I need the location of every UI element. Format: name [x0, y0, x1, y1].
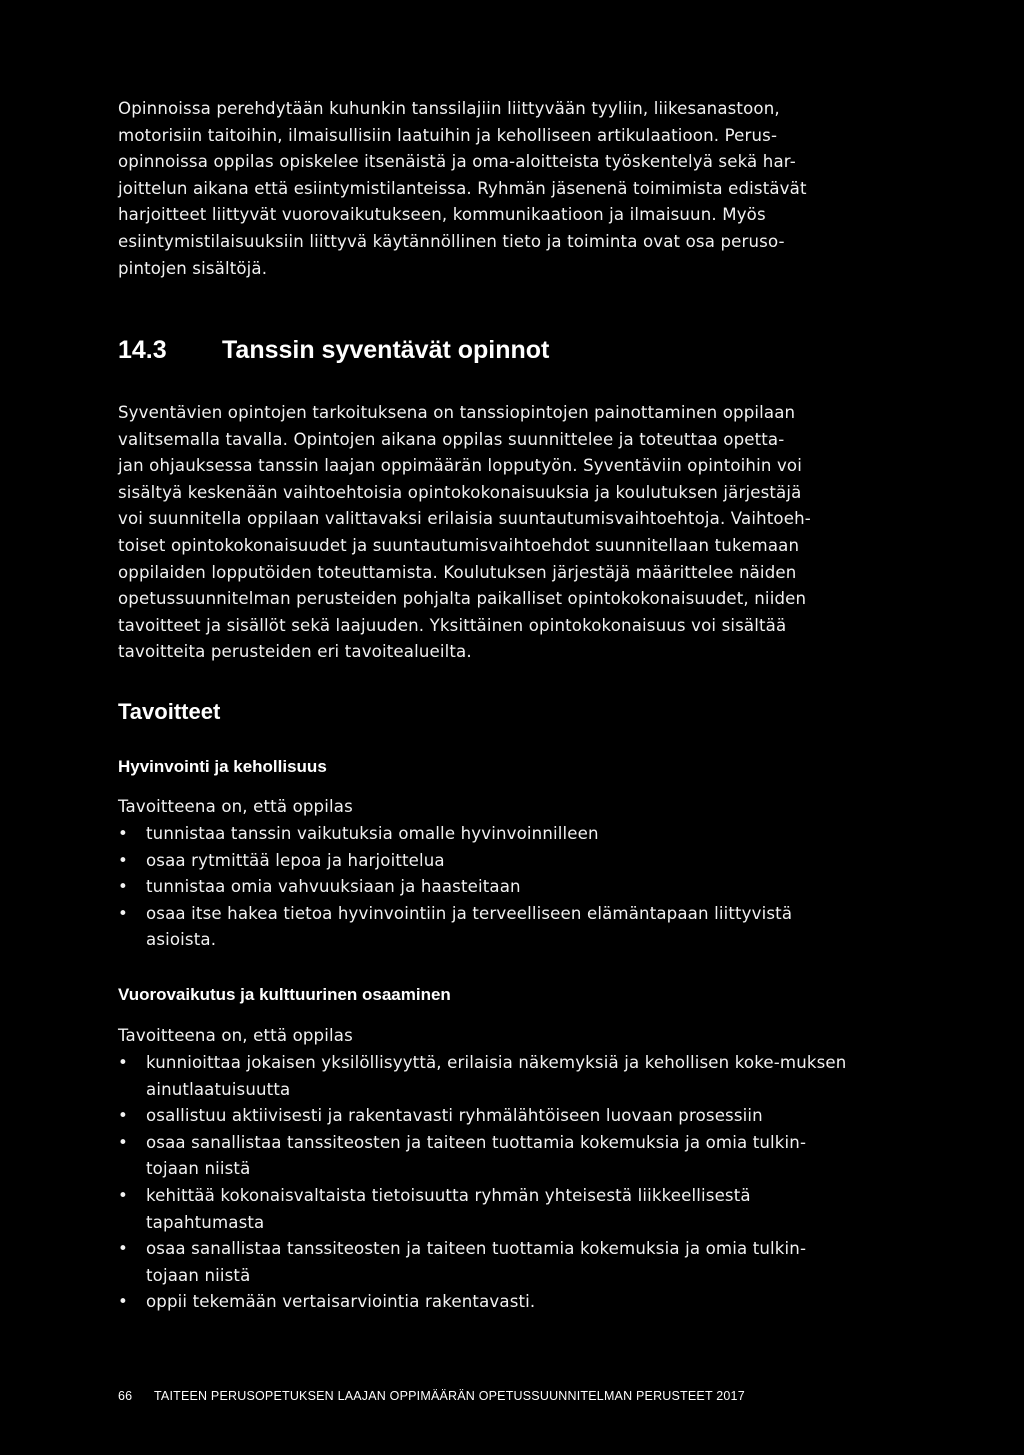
goal-group-title: Vuorovaikutus ja kulttuurinen osaaminen — [118, 985, 451, 1004]
text-line: opetussuunnitelman perusteiden pohjalta paikalliset opintokokonaisuudet, niiden — [118, 589, 807, 609]
goal-group-title: Hyvinvointi ja kehollisuus — [118, 757, 327, 776]
bullet-icon: • — [118, 1132, 128, 1152]
list-item — [118, 1289, 858, 1316]
list-item — [118, 1183, 858, 1236]
intro-paragraph — [118, 96, 858, 282]
bullet-icon: • — [118, 1106, 128, 1126]
list-item-text: osallistuu aktiivisesti ja rakentavasti ryhmälähtöiseen luovaan prosessiin — [146, 1106, 763, 1126]
text-line: toiset opintokokonaisuudet ja suuntautumisvaihtoehdot suunnitellaan tukemaan — [118, 535, 800, 555]
list-item-text: oppii tekemään vertaisarviointia rakentavasti. — [146, 1292, 536, 1312]
text-line: voi suunnitella oppilaan valittavaksi erilaisia suuntautumisvaihtoehtoja. Vaihtoeh- — [118, 509, 811, 529]
section-title: Tanssin syventävät opinnot — [222, 336, 550, 364]
list-item — [118, 1103, 858, 1130]
bullet-icon: • — [118, 1053, 128, 1072]
text-line: tavoitteita perusteiden eri tavoitealueilta. — [118, 642, 472, 662]
list-item — [118, 1050, 858, 1103]
text-line: Syventävien opintojen tarkoituksena on tanssiopintojen painottaminen oppilaan — [118, 403, 796, 422]
bullet-icon: • — [118, 877, 128, 897]
bullet-icon: • — [118, 850, 128, 870]
text-line: joittelun aikana että esiintymistilanteissa. Ryhmän jäsenenä toimimista edistävät — [118, 178, 807, 198]
text-line: harjoitteet liittyvät vuorovaikutukseen, kommunikaatioon ja ilmaisuun. Myös — [118, 205, 766, 225]
list-item-text: tunnistaa tanssin vaikutuksia omalle hyvinvoinnilleen — [146, 824, 599, 843]
text-line: Opinnoissa perehdytään kuhunkin tanssilajiin liittyvään tyyliin, liikesanastoon, — [118, 99, 780, 118]
list-item-text: osaa rytmittää lepoa ja harjoittelua — [146, 850, 445, 870]
text-line: oppilaiden lopputöiden toteuttamista. Koulutuksen järjestäjä määrittelee näiden — [118, 562, 797, 582]
section-heading — [118, 335, 549, 365]
list-item-text: tunnistaa omia vahvuuksiaan ja haasteitaan — [146, 877, 521, 897]
goal-list — [118, 821, 858, 954]
list-item-text: kehittää kokonaisvaltaista tietoisuutta ryhmän yhteisestä liikkeellisestä tapahtumasta — [146, 1185, 751, 1232]
bullet-icon: • — [118, 824, 128, 843]
text-line: motorisiin taitoihin, ilmaisullisiin laatuihin ja keholliseen artikulaatioon. Perus- — [118, 125, 778, 145]
text-line: valitsemalla tavalla. Opintojen aikana oppilas suunnittelee ja toteuttaa opetta- — [118, 429, 785, 449]
text-line: opinnoissa oppilas opiskelee itsenäistä ja oma-aloitteista työskentelyä sekä har- — [118, 152, 796, 172]
list-item — [118, 1130, 858, 1183]
bullet-icon: • — [118, 1185, 128, 1205]
text-line: jan ohjauksessa tanssin laajan oppimäärän lopputyön. Syventäviin opintoihin voi — [118, 456, 802, 476]
list-item — [118, 821, 858, 848]
list-item-text: osaa sanallistaa tanssiteosten ja taiteen tuottamia kokemuksia ja omia tulkin-tojaan niistä — [146, 1132, 807, 1179]
bullet-icon: • — [118, 1292, 128, 1312]
list-item-text: osaa itse hakea tietoa hyvinvointiin ja terveelliseen elämäntapaan liittyvistä asioista. — [146, 903, 793, 950]
text-line: pintojen sisältöjä. — [118, 258, 268, 278]
list-item-text: kunnioittaa jokaisen yksilöllisyyttä, erilaisia näkemyksiä ja kehollisen koke-muksen ainutlaatuisuutta — [146, 1053, 847, 1099]
text-line: tavoitteet ja sisällöt sekä laajuuden. Yksittäinen opintokokonaisuus voi sisältää — [118, 615, 787, 635]
list-item — [118, 1236, 858, 1289]
list-item — [118, 901, 858, 954]
footer-title: TAITEEN PERUSOPETUKSEN LAAJAN OPPIMÄÄRÄN OPETUSSUUNNITELMAN PERUSTEET 2017 — [154, 1389, 745, 1403]
text-line: esiintymistilaisuuksiin liittyvä käytännöllinen tieto ja toiminta ovat osa peruso- — [118, 231, 785, 251]
syventavat-paragraph — [118, 400, 858, 666]
page-number: 66 — [118, 1389, 133, 1403]
section-number: 14.3 — [118, 336, 167, 364]
page-footer — [118, 1388, 745, 1404]
goals-heading: Tavoitteet — [118, 699, 221, 724]
goal-list — [118, 1050, 858, 1316]
list-item-text: osaa sanallistaa tanssiteosten ja taiteen tuottamia kokemuksia ja omia tulkin-tojaan niistä — [146, 1239, 807, 1285]
text-line: sisältyä keskenään vaihtoehtoisia opintokokonaisuuksia ja koulutuksen järjestäjä — [118, 482, 802, 502]
list-item — [118, 874, 858, 901]
goal-group-lead: Tavoitteena on, että oppilas — [118, 797, 353, 816]
bullet-icon: • — [118, 1239, 128, 1259]
goal-group-lead: Tavoitteena on, että oppilas — [118, 1026, 353, 1045]
list-item — [118, 848, 858, 875]
bullet-icon: • — [118, 903, 128, 923]
